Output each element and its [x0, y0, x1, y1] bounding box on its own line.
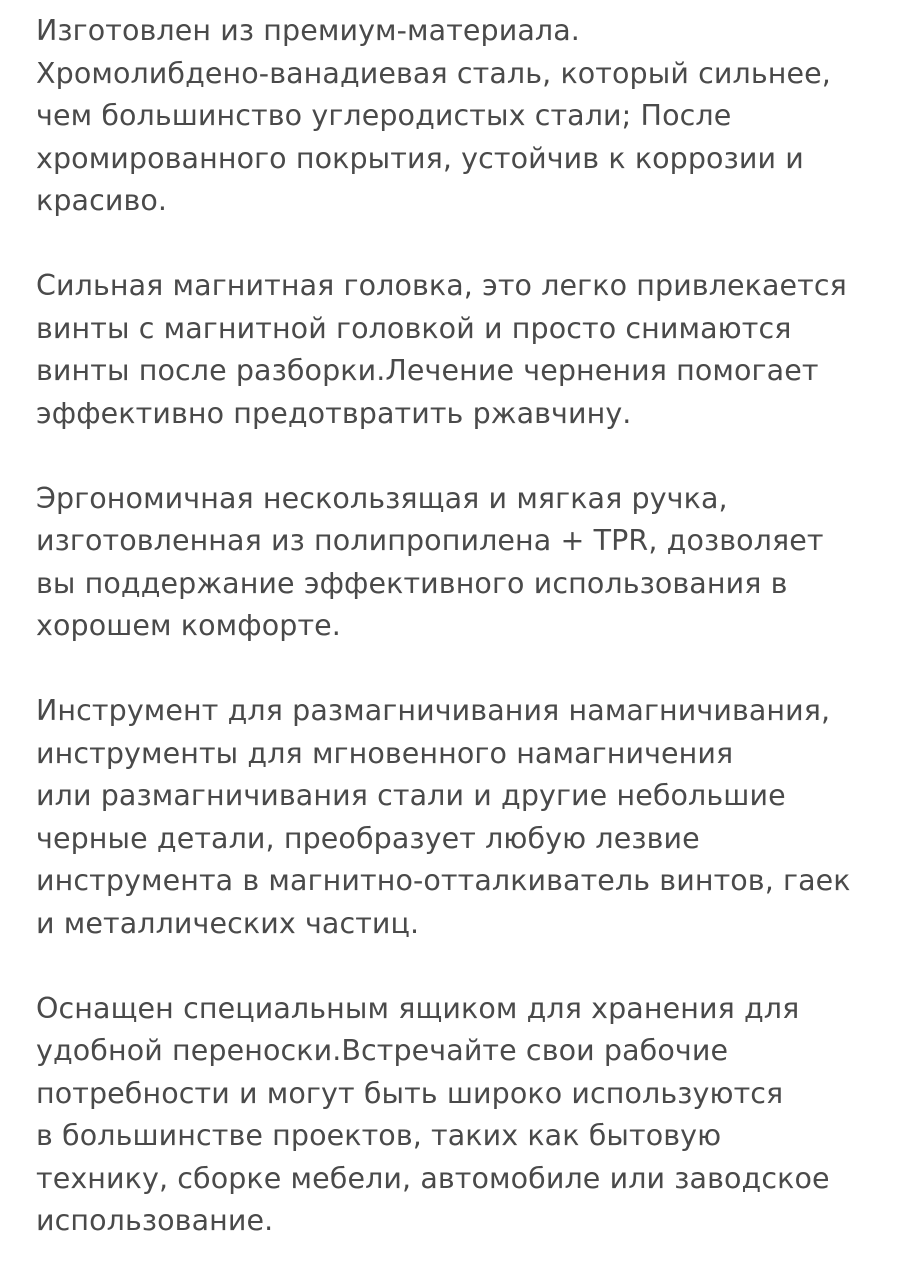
text-line: Инструмент для размагничивания намагничивания, — [36, 694, 831, 727]
paragraph-handle — [36, 478, 876, 648]
text-line: Изготовлен из премиум-материала. — [36, 14, 580, 47]
text-line: красиво. — [36, 184, 168, 217]
text-line: или размагничивания стали и другие небольшие — [36, 779, 786, 812]
text-line: и металлических частиц. — [36, 906, 420, 940]
text-line: инструмента в магнитно-отталкиватель винтов, гаек — [36, 864, 851, 897]
product-description — [36, 10, 876, 1243]
text-line: инструменты для мгновенного намагничения — [36, 736, 734, 770]
text-line: Оснащен специальным ящиком для хранения для — [36, 991, 800, 1025]
text-line: чем большинство углеродистых стали; После — [36, 99, 732, 132]
text-line: технику, сборке мебели, автомобиле или заводское — [36, 1161, 830, 1195]
text-line: потребности и могут быть широко используются — [36, 1076, 784, 1110]
text-line: эффективно предотвратить ржавчину. — [36, 396, 632, 430]
paragraph-material — [36, 10, 876, 223]
text-line: винты с магнитной головкой и просто снимаются — [36, 311, 792, 345]
paragraph-magnetizer — [36, 690, 876, 945]
text-line: удобной переноски.Встречайте свои рабочие — [36, 1034, 729, 1067]
text-line: Сильная магнитная головка, это легко привлекается — [36, 269, 847, 302]
paragraph-magnetic-head — [36, 265, 876, 435]
text-line: винты после разборки.Лечение чернения помогает — [36, 354, 819, 387]
paragraph-storage-case — [36, 988, 876, 1243]
text-line: хромированного покрытия, устойчив к коррозии и — [36, 141, 804, 175]
text-line: черные детали, преобразует любую лезвие — [36, 821, 700, 855]
text-line: Эргономичная нескользящая и мягкая ручка, — [36, 481, 728, 515]
text-line: изготовленная из полипропилена + TPR, дозволяет — [36, 524, 824, 557]
text-line: хорошем комфорте. — [36, 609, 341, 642]
text-line: вы поддержание эффективного использования в — [36, 566, 788, 600]
text-line: в большинстве проектов, таких как бытовую — [36, 1119, 722, 1152]
text-line: использование. — [36, 1204, 274, 1237]
text-line: Хромолибдено-ванадиевая сталь, который сильнее, — [36, 56, 831, 90]
